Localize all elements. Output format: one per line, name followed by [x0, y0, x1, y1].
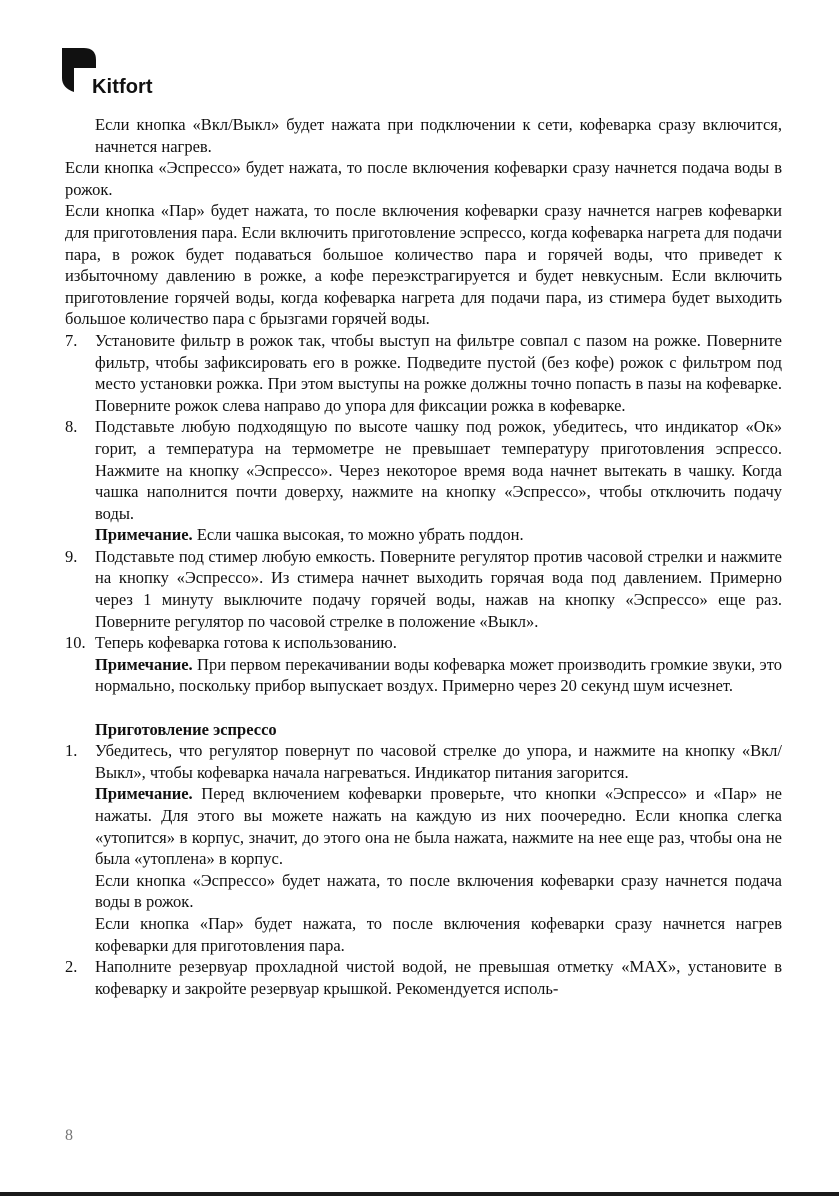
kitfort-logo-icon: [62, 48, 96, 92]
step-text: Подставьте под стимер любую емкость. Поверните регулятор против часовой стрелки и нажмите на кнопку «Эспрессо». Из стимера начнет выходить горячая вода под давлением. Примерно через 1 минуту выключите подачу горячей воды, нажав на кнопку «Эспрессо» еще раз. Поверните регулятор по часовой стрелке в положение «Выкл».: [95, 546, 782, 631]
step-note: [95, 654, 782, 697]
step-text: Убедитесь, что регулятор повернут по часовой стрелке до упора, и нажмите на кнопку «Вкл/Выкл», чтобы кофеварка начала нагреваться. Индикатор питания загорится.: [95, 741, 782, 782]
step-extra: Если кнопка «Эспрессо» будет нажата, то после включения кофеварки сразу начнется подача воды в рожок.: [95, 870, 782, 912]
step-number: 9.: [65, 546, 78, 566]
brand-name: Kitfort: [92, 76, 153, 98]
note-text: Если чашка высокая, то можно убрать поддон.: [192, 525, 524, 545]
step-extra: Если кнопка «Пар» будет нажата, то после включения кофеварки сразу начнется нагрев кофеварки для приготовления пара.: [95, 913, 782, 955]
step-number: 7.: [65, 330, 78, 350]
step-text: Установите фильтр в рожок так, чтобы выступ на фильтре совпал с пазом на рожке. Поверните фильтр, чтобы зафиксировать его в рожке. Подведите пустой (без кофе) рожок с фильтром под место установки рожка. При этом выступы на рожке должны точно попасть в пазы на кофеварке. Поверните рожок слева направо до упора для фиксации рожка в кофеварке.: [95, 330, 782, 415]
note-text: При первом перекачивании воды кофеварка может производить громкие звуки, это нормально, поскольку прибор выпускает воздух. Примерно через 20 секунд шум исчезнет.: [95, 654, 782, 696]
step-number: 1.: [65, 741, 78, 761]
step-8: [65, 416, 782, 546]
step-text: Подставьте любую подходящую по высоте чашку под рожок, убедитесь, что индикатор «Ок» горит, а температура на термометре не превышает температуру приготовления эспрессо. Нажмите на кнопку «Эспрессо». Через некоторое время вода начнет вытекать в чашку. Когда чашка наполнится почти доверху, нажмите на кнопку «Эспрессо», чтобы отключить подачу воды.: [95, 417, 782, 523]
step-10: [65, 632, 782, 697]
note-label: Примечание.: [95, 654, 193, 674]
step-text: Наполните резервуар прохладной чистой водой, не превышая отметку «MAX», установите в кофеварку и закройте резервуар крышкой. Рекомендуется исполь-: [95, 957, 782, 998]
intro-paragraph: Если кнопка «Вкл/Выкл» будет нажата при подключении к сети, кофеварка сразу включится, начнется нагрев.: [95, 115, 782, 156]
page-content: [65, 114, 782, 999]
step-number: 2.: [65, 957, 78, 977]
step-note: [95, 783, 782, 869]
espresso-step-2: [65, 956, 782, 999]
espresso-step-1: [65, 740, 782, 956]
step-7: [65, 330, 782, 416]
note-label: Примечание.: [95, 784, 193, 804]
intro-paragraph: Если кнопка «Пар» будет нажата, то после включения кофеварки сразу начнется нагрев кофеварки для приготовления пара. Если включить приготовление эспрессо, когда кофеварка нагрета для подачи пара, в рожок будет подаваться большое количество пара и горячей воды, что приведет к избыточному давлению в рожке, а кофе переэкстрагируется и будет невкусным. Если включить приготовление горячей воды, когда кофеварка нагрета для подачи пара, из стимера будет выходить большое количество пара с брызгами горячей воды.: [65, 201, 782, 329]
bottom-rule: [0, 1192, 839, 1196]
note-text: Перед включением кофеварки проверьте, что кнопки «Эспрессо» и «Пар» не нажаты. Для этого вы можете нажать на каждую из них поочередно. Если кнопка слегка «утопится» в корпус, значит, до этого она не была нажата, нажмите на нее еще раз, чтобы она не была «утоплена» в корпус.: [95, 784, 782, 869]
step-number: 8.: [65, 417, 78, 437]
note-label: Примечание.: [95, 525, 193, 545]
section-title: Приготовление эспрессо: [95, 719, 277, 739]
step-number: 10.: [65, 633, 86, 653]
intro-paragraph: Если кнопка «Эспрессо» будет нажата, то после включения кофеварки сразу начнется подача воды в рожок.: [65, 158, 782, 199]
step-text: Теперь кофеварка готова к использованию.: [95, 633, 397, 653]
step-9: [65, 546, 782, 632]
step-note: [95, 524, 782, 546]
section-spacer: [65, 697, 782, 719]
page-number: 8: [65, 1127, 73, 1144]
brand-logo: [62, 48, 182, 100]
